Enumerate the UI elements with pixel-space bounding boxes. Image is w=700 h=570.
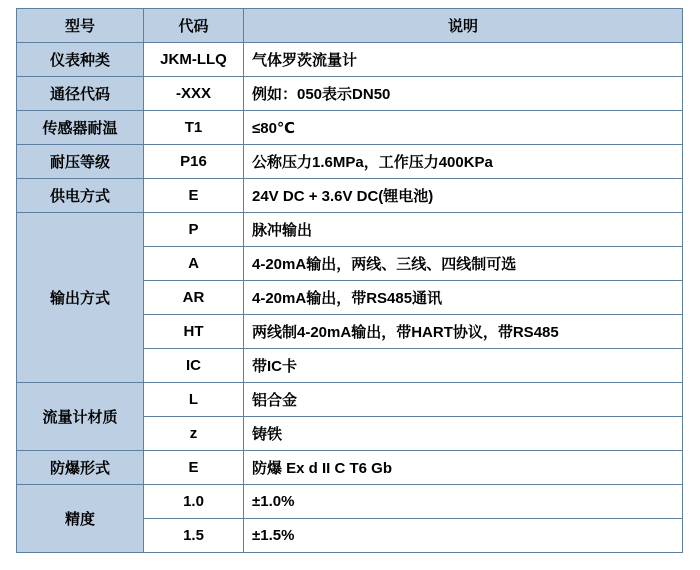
table-row: [17, 451, 683, 485]
row-category-label: 流量计材质: [17, 383, 144, 451]
row-description-value: 防爆 Ex d II C T6 Gb: [244, 451, 683, 485]
row-description-value: 铸铁: [244, 417, 683, 451]
row-code-value: z: [144, 417, 244, 451]
row-category-label: 精度: [17, 485, 144, 553]
row-code-value: IC: [144, 349, 244, 383]
row-description-value: 4-20mA输出，两线、三线、四线制可选: [244, 247, 683, 281]
column-header-code: 代码: [144, 9, 244, 43]
column-header-description: 说明: [244, 9, 683, 43]
row-description-value: 4-20mA输出，带RS485通讯: [244, 281, 683, 315]
row-description-value: 24V DC + 3.6V DC(锂电池): [244, 179, 683, 213]
row-description-value: 气体罗茨流量计: [244, 43, 683, 77]
row-code-value: A: [144, 247, 244, 281]
row-description-value: ±1.5%: [244, 519, 683, 553]
row-code-value: E: [144, 451, 244, 485]
row-code-value: E: [144, 179, 244, 213]
row-description-value: 公称压力1.6MPa，工作压力400KPa: [244, 145, 683, 179]
table-header-row: [17, 9, 683, 43]
table-row: [17, 77, 683, 111]
table-body: [17, 43, 683, 553]
table-row: [17, 213, 683, 247]
column-header-model: 型号: [17, 9, 144, 43]
row-description-value: 铝合金: [244, 383, 683, 417]
row-description-value: 带IC卡: [244, 349, 683, 383]
row-category-label: 防爆形式: [17, 451, 144, 485]
row-category-label: 通径代码: [17, 77, 144, 111]
table-row: [17, 145, 683, 179]
specification-table: [16, 8, 683, 553]
row-category-label: 传感器耐温: [17, 111, 144, 145]
row-code-value: P16: [144, 145, 244, 179]
row-category-label: 仪表种类: [17, 43, 144, 77]
row-code-value: JKM-LLQ: [144, 43, 244, 77]
row-description-value: ±1.0%: [244, 485, 683, 519]
row-code-value: 1.0: [144, 485, 244, 519]
row-description-value: ≤80℃: [244, 111, 683, 145]
row-code-value: L: [144, 383, 244, 417]
table-row: [17, 43, 683, 77]
row-description-value: 例如：050表示DN50: [244, 77, 683, 111]
row-category-label: 耐压等级: [17, 145, 144, 179]
table-header: [17, 9, 683, 43]
row-code-value: -XXX: [144, 77, 244, 111]
row-code-value: T1: [144, 111, 244, 145]
row-category-label: 供电方式: [17, 179, 144, 213]
table-row: [17, 485, 683, 519]
table-row: [17, 111, 683, 145]
row-description-value: 两线制4-20mA输出，带HART协议，带RS485: [244, 315, 683, 349]
row-category-label: 输出方式: [17, 213, 144, 383]
row-code-value: P: [144, 213, 244, 247]
row-code-value: 1.5: [144, 519, 244, 553]
row-description-value: 脉冲输出: [244, 213, 683, 247]
table-row: [17, 383, 683, 417]
row-code-value: HT: [144, 315, 244, 349]
table-row: [17, 179, 683, 213]
row-code-value: AR: [144, 281, 244, 315]
